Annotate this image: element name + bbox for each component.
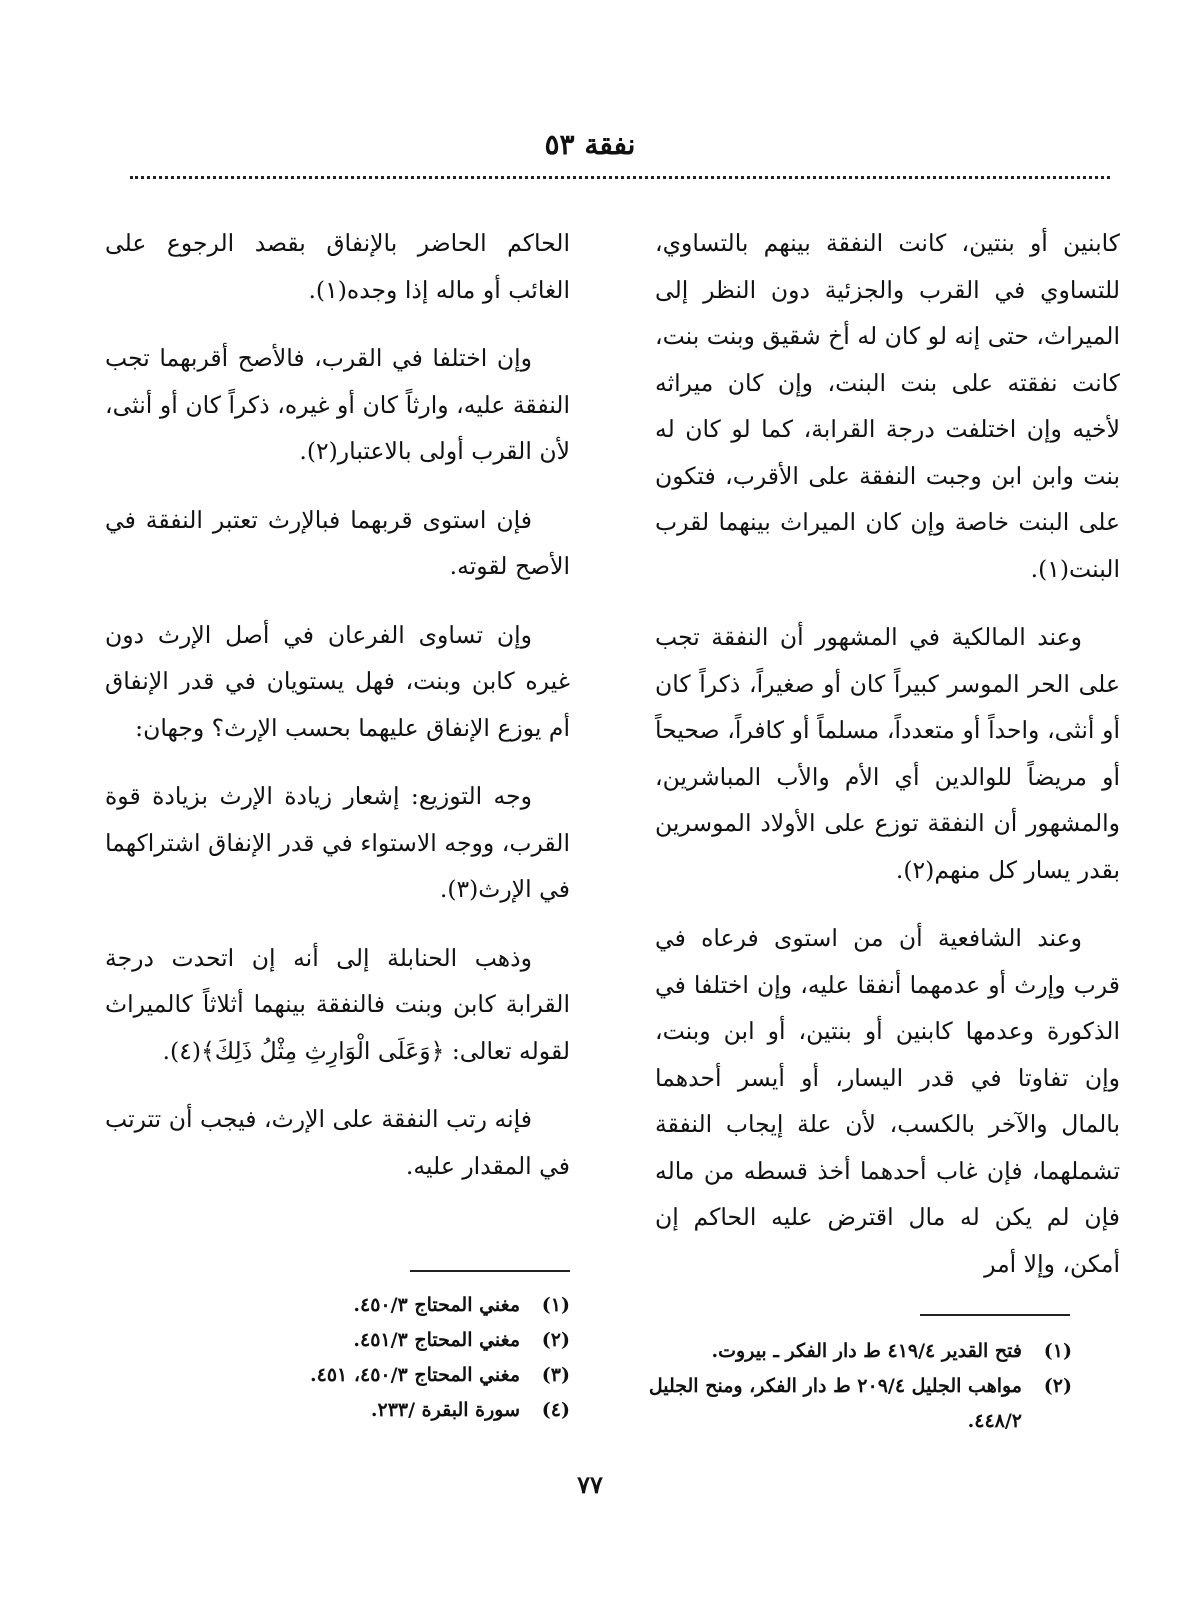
footnote bbox=[100, 1288, 570, 1323]
paragraph: وإن اختلفا في القرب، فالأصح أقربهما تجب النفقة عليه، وارثاً كان أو غيره، ذكراً كان أو أنثى، لأن القرب أولى بالاعتبار(٢). bbox=[105, 344, 570, 465]
paragraph: وجه التوزيع: إشعار زيادة الإرث بزيادة قوة القرب، ووجه الاستواء في قدر الإنفاق اشتراكهما في الإرث(٣). bbox=[105, 782, 570, 903]
footnote-number: (١) bbox=[541, 1294, 570, 1316]
page-number: ٧٧ bbox=[577, 1470, 603, 1499]
footnote-text: مواهب الجليل ٢٠٩/٤ ط دار الفكر، ومنح الجليل ٤٤٨/٢. bbox=[648, 1375, 1022, 1432]
paragraph: وعند الشافعية أن من استوى فرعاه في قرب وإرث أو عدمهما أنفقا عليه، وإن اختلفا في الذكورة وعدمها كابنين أو بنتين، أو ابن وبنت، وإن تفاوتا في قدر اليسار، أو أيسر أحدهما بالمال والآخر بالكسب، لأن علة إيجاب النفقة تشملهما، فإن غاب أحدهما أخذ قسطه من ماله فإن لم يكن له مال اقترض عليه الحاكم إن أمكن، وإلا أمر bbox=[655, 924, 1120, 1278]
right-footnote-rule bbox=[920, 1314, 1070, 1316]
left-footnotes bbox=[100, 1288, 570, 1428]
footnote bbox=[602, 1369, 1072, 1439]
paragraph: فإنه رتب النفقة على الإرث، فيجب أن تترتب في المقدار عليه. bbox=[105, 1105, 570, 1180]
paragraph: وذهب الحنابلة إلى أنه إن اتحدت درجة القرابة كابن وبنت فالنفقة بينهما أثلاثاً كالميراث لقوله تعالى: ﴿وَعَلَى الْوَارِثِ مِثْلُ ذَلِكَ﴾(٤). bbox=[105, 943, 570, 1065]
footnote-text: فتح القدير ٤١٩/٤ ط دار الفكر ـ بيروت. bbox=[711, 1340, 1022, 1362]
footnote-text: مغني المحتاج ٤٥١/٣. bbox=[353, 1329, 520, 1351]
footnote-number: (١) bbox=[1043, 1340, 1072, 1362]
paragraph: وإن تساوى الفرعان في أصل الإرث دون غيره كابن وبنت، فهل يستويان في قدر الإنفاق أم يوزع الإنفاق عليهما بحسب الإرث؟ وجهان: bbox=[105, 620, 570, 742]
paragraph: فإن استوى قربهما فبالإرث تعتبر النفقة في الأصح لقوته. bbox=[105, 505, 570, 580]
footnote-number: (٢) bbox=[1043, 1375, 1072, 1397]
footnote-text: مغني المحتاج ٤٥٠/٣. bbox=[353, 1294, 520, 1316]
footnote-text: سورة البقرة /٢٣٣. bbox=[370, 1399, 520, 1421]
footnote-number: (٤) bbox=[541, 1399, 570, 1421]
left-footnote-rule bbox=[410, 1270, 570, 1272]
running-header: نفقة ٥٣ bbox=[544, 128, 636, 161]
footnote bbox=[602, 1334, 1072, 1369]
footnote bbox=[100, 1358, 570, 1393]
paragraph: وعند المالكية في المشهور أن النفقة تجب على الحر الموسر كبيراً كان أو صغيراً، ذكراً كان أو أنثى، واحداً أو متعدداً، مسلماً أو كافراً، صحيحاً أو مريضاً للوالدين أي الأم والأب المباشرين، والمشهور أن النفقة توزع على الأولاد الموسرين بقدر يسار كل منهم(٢). bbox=[655, 623, 1120, 884]
paragraph: كابنين أو بنتين، كانت النفقة بينهم بالتساوي، للتساوي في القرب والجزئية دون النظر إلى الميراث، حتى إنه لو كان له أخ شقيق وبنت بنت، كانت نفقته على بنت البنت، وإن كان ميراثه لأخيه وإن اختلفت درجة القرابة، كما لو كان له بنت وابن ابن وجبت النفقة على الأقرب، فتكون على البنت خاصة وإن كان الميراث بينهما لقرب البنت(١). bbox=[655, 229, 1120, 583]
footnote bbox=[100, 1393, 570, 1428]
footnote-text: مغني المحتاج ٤٥٠/٣، ٤٥١. bbox=[309, 1364, 520, 1386]
footnote-number: (٣) bbox=[541, 1364, 570, 1386]
header-dotted-rule bbox=[130, 176, 1110, 179]
right-column bbox=[655, 220, 1120, 1309]
paragraph: الحاكم الحاضر بالإنفاق بقصد الرجوع على الغائب أو ماله إذا وجده(١). bbox=[105, 229, 570, 304]
left-column bbox=[105, 220, 570, 1211]
footnote-number: (٢) bbox=[541, 1329, 570, 1351]
right-footnotes bbox=[602, 1334, 1072, 1439]
footnote bbox=[100, 1323, 570, 1358]
